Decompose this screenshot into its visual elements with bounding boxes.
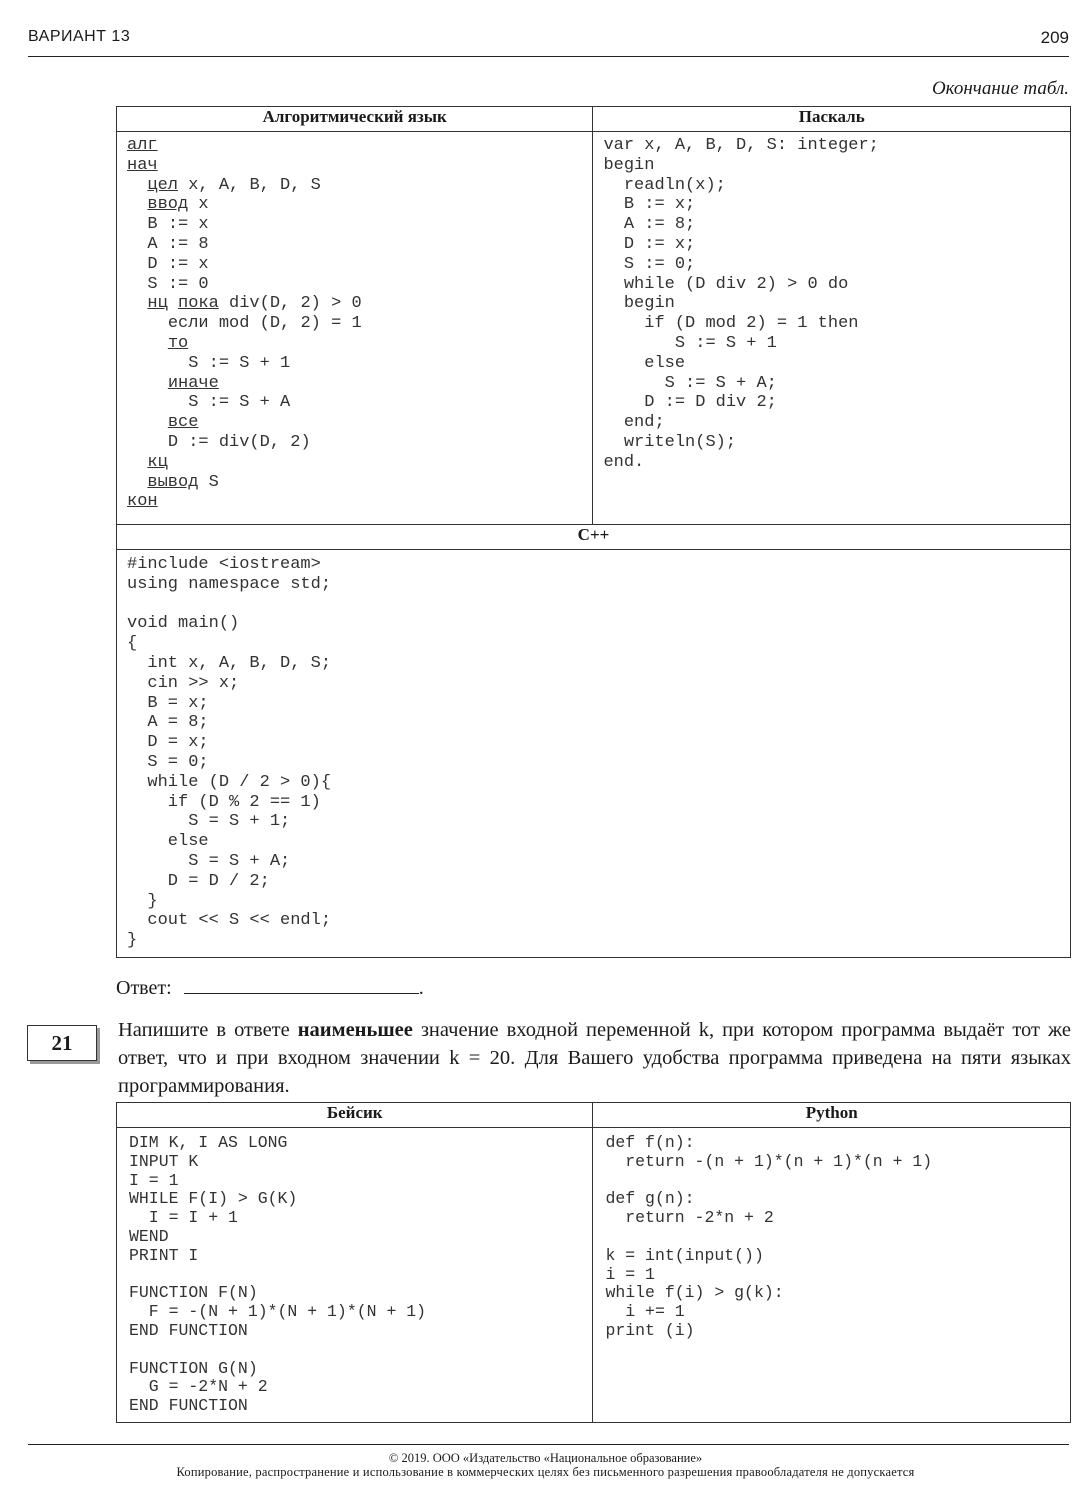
algorithmic-code-line: B := x — [147, 215, 209, 235]
algorithmic-code-line: если mod (D, 2) = 1 — [167, 314, 362, 334]
algorithmic-code-line: кон — [127, 492, 158, 512]
header-divider — [28, 56, 1069, 57]
header-algorithmic-language: Алгоритмический язык — [117, 107, 593, 132]
footer-divider — [28, 1444, 1069, 1445]
footer-notice: Копирование, распространение и использование в коммерческих целях без письменного разрешения правообладателя не допускается — [176, 1465, 915, 1479]
code-table-2 — [116, 1102, 1071, 1423]
table-continuation-label: Окончание табл. — [931, 78, 1069, 99]
header-python: Python — [593, 1103, 1071, 1128]
task-text — [118, 1016, 1071, 1100]
algorithmic-code-line: D := div(D, 2) — [167, 432, 311, 452]
task-text-bold: наименьшее — [297, 1019, 413, 1041]
algorithmic-code-line: S := S + A — [188, 393, 291, 413]
algorithmic-code-line: нц пока div(D, 2) > 0 — [147, 294, 362, 314]
basic-code: DIM K, I AS LONG INPUT K I = 1 WHILE F(I) > G(K) I = I + 1 WEND PRINT I FUNCTION F(N) F = -(N + 1)*(N + 1)*(N + 1) END FUNCTION FUNCTION G(N) G = -2*N + 2 END FUNCTION — [129, 1133, 427, 1416]
algorithmic-code-line: S := 0 — [147, 274, 209, 294]
algorithmic-code-line: то — [167, 333, 189, 353]
header-basic: Бейсик — [117, 1103, 593, 1128]
page-number: 209 — [1040, 28, 1069, 47]
answer-end: . — [418, 977, 424, 999]
task-text-before: Напишите в ответе — [118, 1019, 298, 1041]
answer-label: Ответ: — [116, 977, 172, 999]
algorithmic-code — [117, 132, 592, 518]
algorithmic-code-line: вывод S — [147, 472, 219, 492]
task-number-box: 21 — [27, 1025, 97, 1061]
header-cpp: C++ — [117, 525, 1071, 550]
algorithmic-code-line: кц — [147, 452, 168, 472]
algorithmic-code-line: D := x — [147, 254, 209, 274]
variant-label: ВАРИАНТ 13 — [28, 28, 131, 45]
algorithmic-code-line: алг — [127, 136, 158, 155]
cpp-code: #include <iostream> using namespace std; void main() { int x, A, B, D, S; cin >> x; B = x; A = 8; D = x; S = 0; while (D / 2 > 0){ if (D % 2 == 1) S = S + 1; else S = S + A; D = D / 2; } cout << S << endl; } — [127, 555, 332, 951]
algorithmic-code-line: S := S + 1 — [188, 353, 291, 373]
algorithmic-code-line: все — [167, 413, 199, 433]
algorithmic-code-line: иначе — [167, 373, 219, 393]
code-table-1 — [116, 106, 1071, 958]
answer-blank — [184, 975, 419, 994]
pascal-code: var x, A, B, D, S: integer; begin readln(x); B := x; A := 8; D := x; S := 0; while (D div 2) > 0 do begin if (D mod 2) = 1 then S := S + 1 else S := S + A; D := D div 2; end; writeln(S); end. — [603, 136, 879, 472]
algorithmic-code-line: A := 8 — [147, 234, 209, 254]
task-text-after: значение входной переменной k, при котором программа выдаёт тот же ответ, что и при входном значении k = 20. Для Вашего удобства программа приведена на пяти языках программирования. — [118, 1019, 1071, 1097]
answer-row — [116, 975, 424, 1000]
algorithmic-code-line: ввод x — [147, 195, 209, 215]
header-pascal: Паскаль — [593, 107, 1071, 132]
python-code: def f(n): return -(n + 1)*(n + 1)*(n + 1) def g(n): return -2*n + 2 k = int(input()) i = 1 while f(i) > g(k): i += 1 print (i) — [605, 1133, 933, 1340]
algorithmic-code-line: нач — [127, 155, 158, 175]
algorithmic-code-line: цел x, A, B, D, S — [147, 175, 321, 195]
footer-copyright: © 2019. ООО «Издательство «Национальное образование» — [388, 1451, 703, 1465]
